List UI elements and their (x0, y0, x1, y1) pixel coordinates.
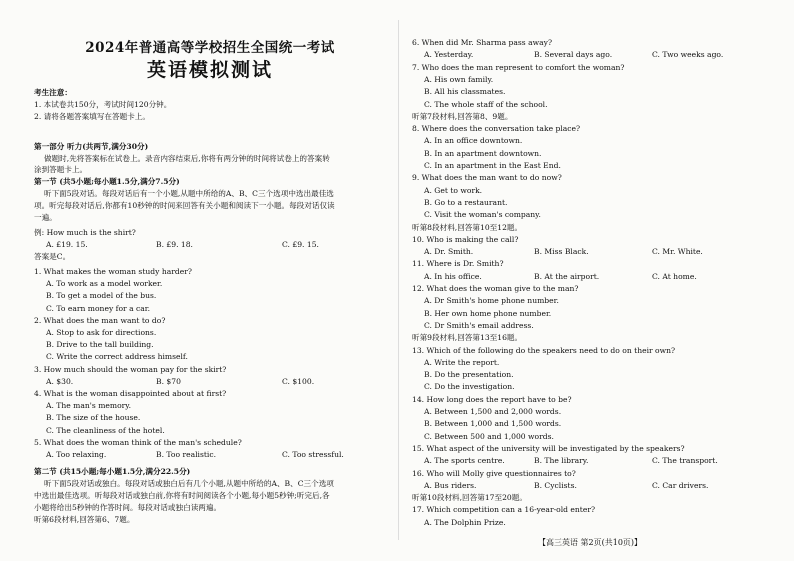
page-footer: 【高三英语 第2页(共10页)】 (538, 538, 643, 547)
answer-option: C. $100. (282, 376, 315, 386)
answer-option: B. Between 1,000 and 1,500 words. (424, 419, 562, 429)
listen-instruction: 听第10段材料,回答第17至20题。 (412, 493, 527, 503)
answer-option: A. Too relaxing. (46, 450, 107, 459)
answer-option: A. Dr Smith's home phone number. (424, 296, 559, 306)
section2-intro: 中选出最佳选项。听每段对话或独白前,你将有时间阅读各个小题,每小题5秒钟;听完后,各 (34, 491, 330, 500)
answer-option: B. Drive to the tall building. (46, 340, 154, 350)
listen-instruction: 听第8段材料,回答第10至12题。 (412, 222, 523, 232)
answer-option: C. Mr. White. (652, 247, 703, 257)
answer-option: A. His own family. (424, 74, 494, 84)
column-divider (398, 20, 399, 540)
question-stem: 13. Which of the following do the speakers need to do on their own? (412, 345, 676, 355)
answer-option: A. Get to work. (424, 185, 483, 195)
section1-intro: 项。听完每段对话后,你都有10秒钟的时间来回答有关小题和阅读下一小题。每段对话仅读 (34, 201, 335, 210)
answer-option: C. The cleanliness of the hotel. (46, 425, 165, 435)
answer-option: B. The library. (534, 456, 589, 466)
question-stem: 2. What does the man want to do? (34, 315, 166, 325)
answer-option: B. Too realistic. (156, 450, 216, 459)
question-stem: 16. Who will Molly give questionnaires to? (412, 468, 576, 478)
question-stem: 6. When did Mr. Sharma pass away? (412, 38, 553, 47)
exam-subtitle: 英语模拟测试 (146, 59, 273, 81)
answer-option: A. In an office downtown. (424, 136, 523, 146)
answer-option: B. In an apartment downtown. (424, 148, 542, 158)
question-stem: 15. What aspect of the university will be investigated by the speakers? (412, 443, 685, 453)
listen-instruction: 听第9段材料,回答第13至16题。 (412, 333, 523, 343)
answer-option: C. Car drivers. (652, 480, 709, 490)
part1-intro: 做题时,先将答案标在试卷上。录音内容结束后,你将有两分钟的时间将试卷上的答案转 (44, 154, 330, 163)
section2-intro: 听下面5段对话或独白。每段对话或独白后有几个小题,从题中所给的A、B、C三个选项 (44, 479, 334, 488)
answer-option: C. Write the correct address himself. (46, 352, 188, 362)
answer-option: A. Bus riders. (424, 480, 477, 490)
answer-option: C. At home. (652, 271, 697, 281)
answer-option: C. The whole staff of the school. (424, 99, 548, 109)
answer-option: A. Write the report. (424, 357, 500, 367)
listen-instruction: 听第6段材料,回答第6、7题。 (34, 515, 135, 524)
answer-option: A. Yesterday. (424, 50, 474, 60)
answer-option: C. Visit the woman's company. (424, 210, 541, 220)
answer-option: A. Between 1,500 and 2,000 words. (424, 407, 562, 416)
notice-line: 2. 请将各题答案填写在答题卡上。 (34, 112, 150, 121)
answer-option: B. Several days ago. (534, 50, 613, 60)
section1-intro: 一遍。 (34, 213, 57, 222)
answer-option: A. The Dolphin Prize. (424, 517, 506, 527)
notice-heading: 考生注意： (34, 88, 72, 97)
answer-option: A. The man's memory. (46, 401, 131, 411)
answer-option: A. Dr. Smith. (424, 247, 474, 257)
exam-title: 2024年普通高等学校招生全国统一考试 (85, 40, 335, 56)
example-option-a: A. £19. 15. (46, 240, 88, 249)
answer-option: B. The size of the house. (46, 413, 141, 423)
answer-option: B. Cyclists. (534, 480, 577, 490)
question-stem: 4. What is the woman disappointed about at first? (34, 389, 227, 398)
section2-heading: 第二节 (共15小题;每小题1.5分,满分22.5分) (34, 467, 191, 476)
question-stem: 8. Where does the conversation take place? (412, 124, 581, 134)
answer-option: C. To earn money for a car. (46, 303, 151, 313)
answer-option: B. Miss Black. (534, 247, 589, 257)
question-stem: 10. Who is making the call? (412, 234, 519, 244)
answer-option: C. Between 500 and 1,000 words. (424, 431, 554, 441)
section1-intro: 听下面5段对话。每段对话后有一个小题,从题中所给的A、B、C三个选项中选出最佳选 (44, 189, 334, 198)
answer-option: A. $30. (46, 376, 74, 386)
part1-intro: 涂到答题卡上。 (34, 165, 88, 174)
section1-heading: 第一节 (共5小题;每小题1.5分,满分7.5分) (34, 177, 180, 186)
question-stem: 1. What makes the woman study harder? (34, 267, 192, 276)
question-stem: 5. What does the woman think of the man's schedule? (34, 437, 242, 447)
question-stem: 9. What does the man want to do now? (412, 173, 562, 183)
answer-option: C. In an apartment in the East End. (424, 161, 561, 170)
answer-option: B. Her own home phone number. (424, 308, 552, 318)
question-stem: 7. Who does the man represent to comfort the woman? (412, 62, 625, 72)
part1-heading: 第一部分 听力(共两节,满分30分) (34, 142, 149, 151)
answer-option: C. Do the investigation. (424, 382, 515, 392)
question-stem: 14. How long does the report have to be? (412, 394, 572, 404)
answer-option: B. To get a model of the bus. (46, 291, 157, 301)
question-stem: 3. How much should the woman pay for the skirt? (34, 364, 227, 374)
answer-option: C. Two weeks ago. (652, 50, 724, 60)
answer-option: C. Too stressful. (282, 450, 344, 459)
listen-instruction: 听第7段材料,回答第8、9题。 (412, 111, 513, 121)
question-stem: 17. Which competition can a 16-year-old enter? (412, 505, 596, 515)
answer-option: B. All his classmates. (424, 87, 506, 97)
answer-option: B. $70 (156, 376, 181, 386)
answer-option: A. The sports centre. (424, 456, 505, 466)
example-option-c: C. £9. 15. (282, 240, 319, 249)
answer-option: B. At the airport. (534, 271, 600, 281)
question-stem: 11. Where is Dr. Smith? (412, 259, 504, 269)
example-option-b: B. £9. 18. (156, 240, 193, 249)
example-answer: 答案是C。 (34, 252, 71, 261)
answer-option: B. Go to a restaurant. (424, 197, 508, 207)
answer-option: B. Do the presentation. (424, 370, 514, 380)
answer-option: C. Dr Smith's email address. (424, 320, 534, 330)
example-question: 例: How much is the shirt? (34, 228, 136, 237)
notice-line: 1. 本试卷共150分，考试时间120分钟。 (34, 100, 172, 109)
answer-option: A. In his office. (424, 271, 482, 281)
answer-option: C. The transport. (652, 456, 718, 466)
section2-intro: 小题将给出5秒钟的作答时间。每段对话或独白读两遍。 (34, 503, 222, 512)
answer-option: A. To work as a model worker. (46, 279, 163, 289)
answer-option: A. Stop to ask for directions. (46, 328, 157, 337)
question-stem: 12. What does the woman give to the man? (412, 284, 579, 293)
